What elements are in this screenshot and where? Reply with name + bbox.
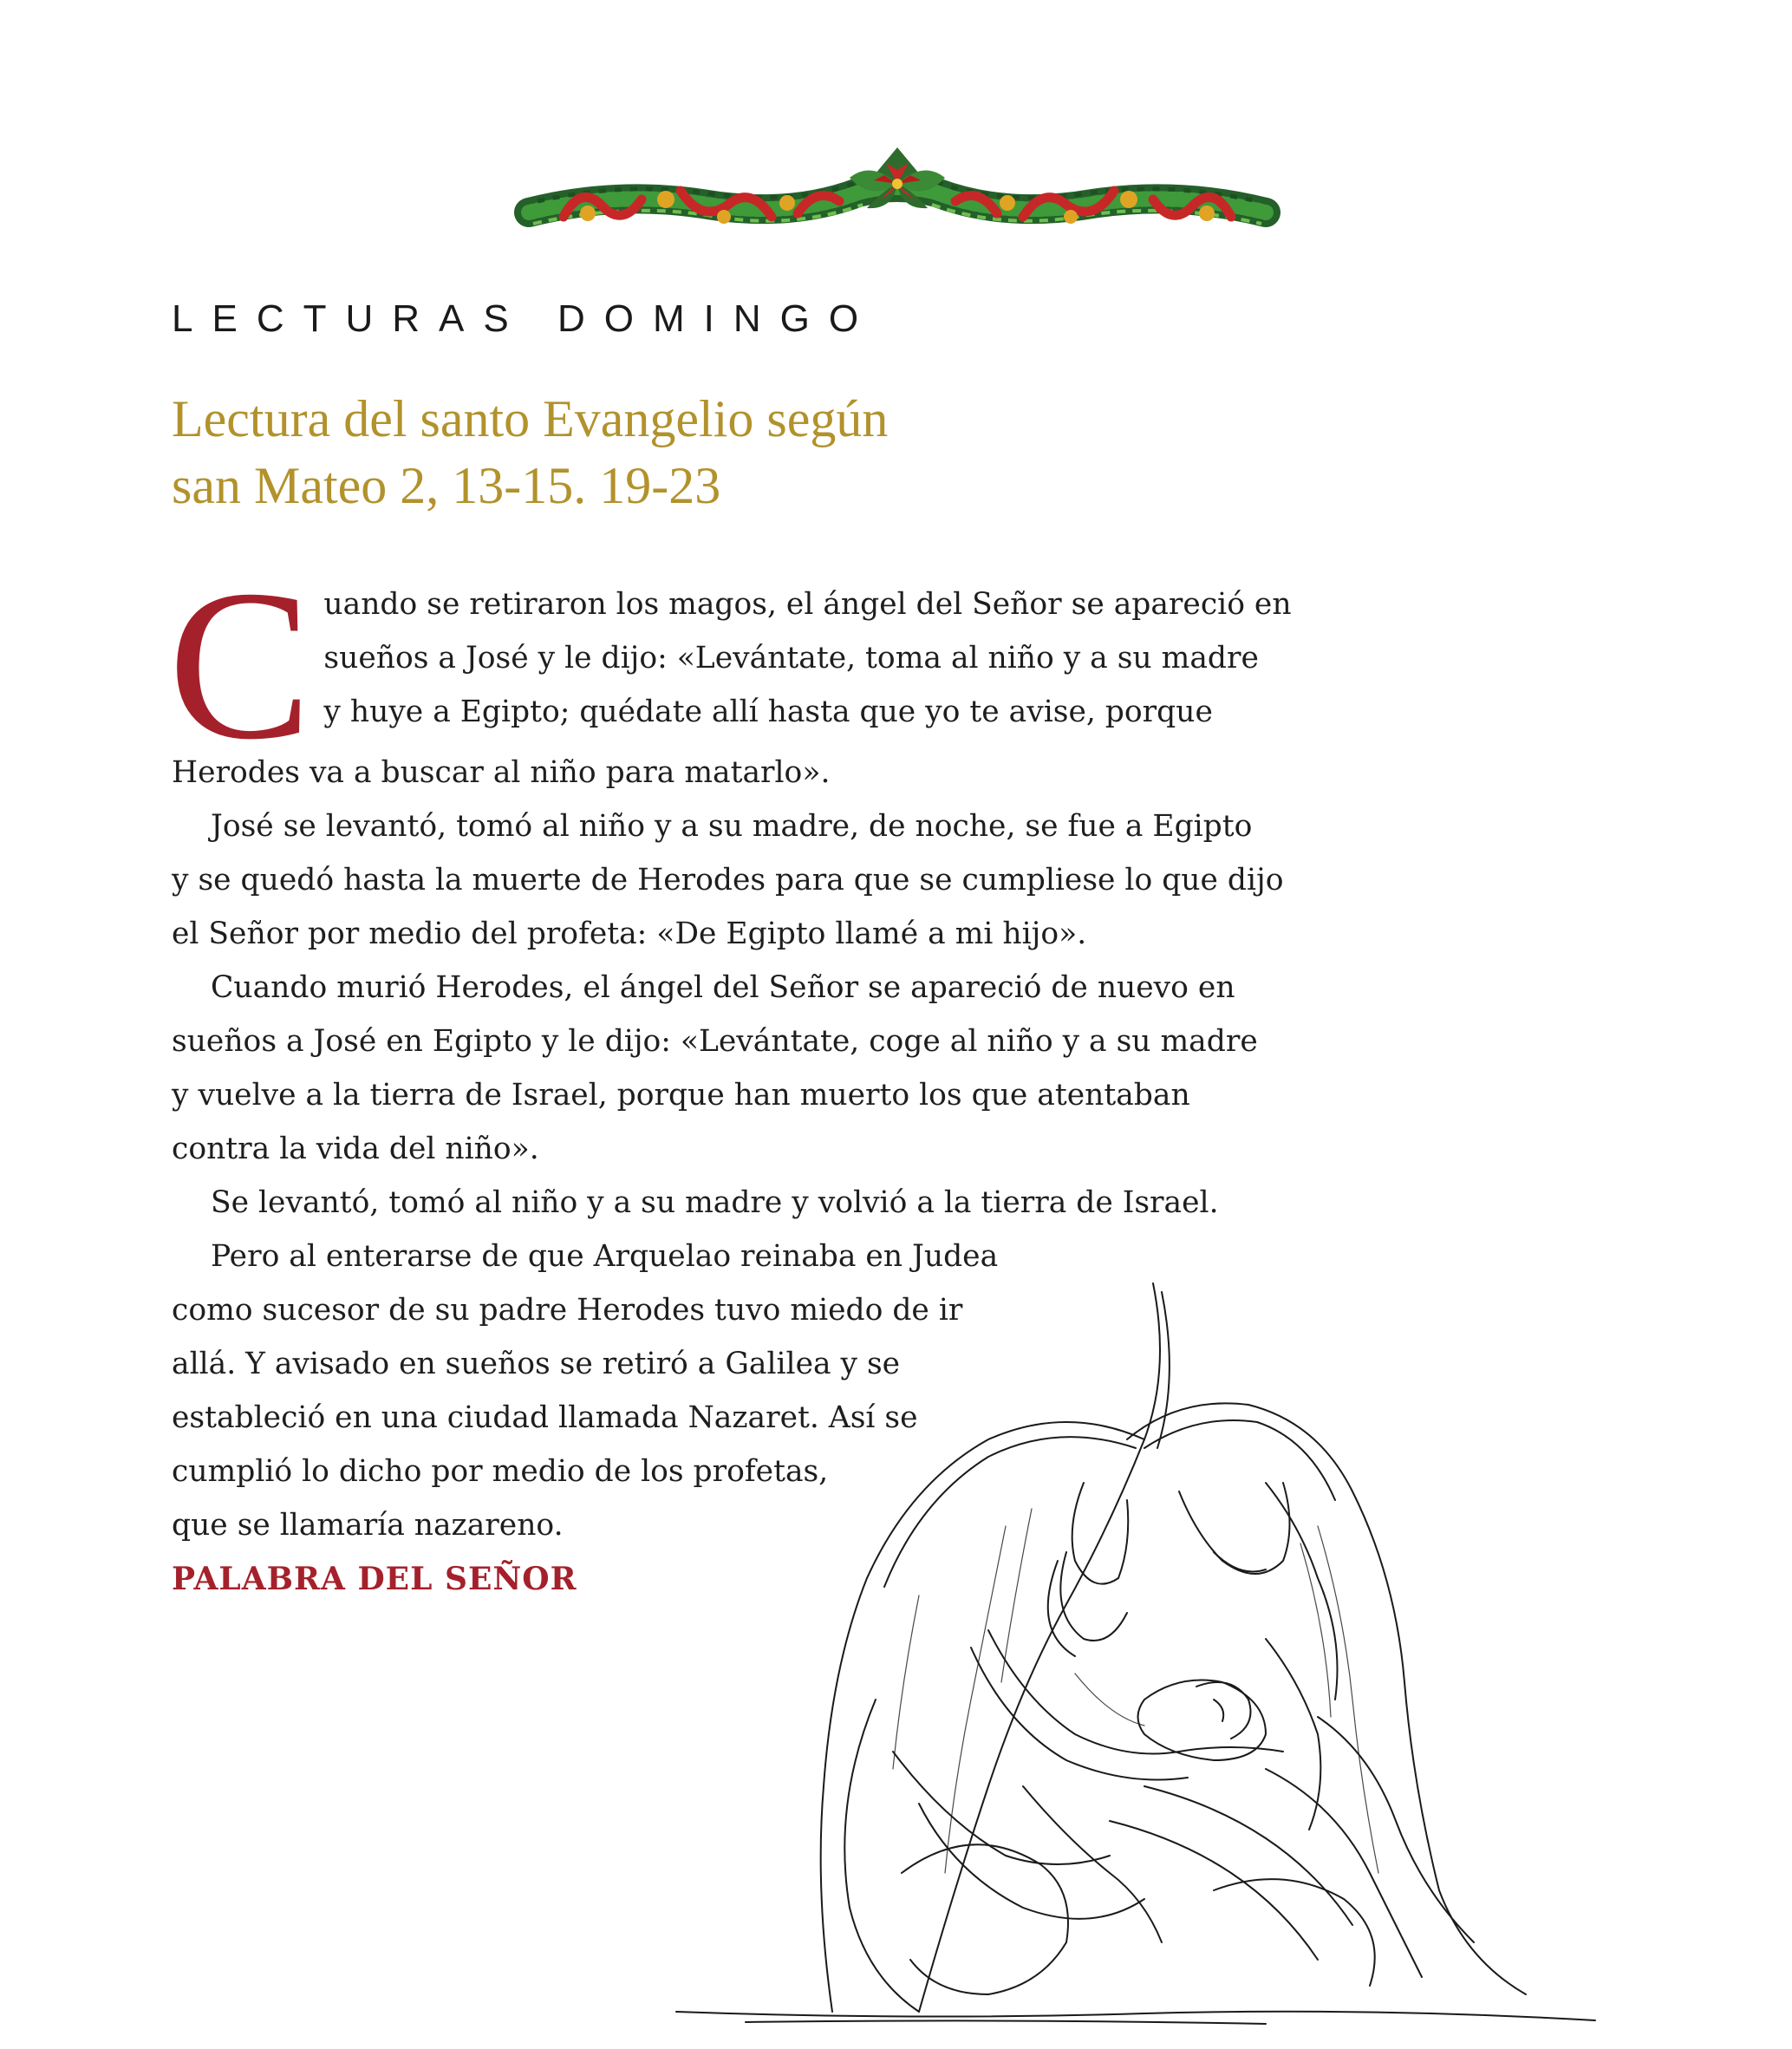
reading-line: estableció en una ciudad llamada Nazaret. Así se <box>172 1400 918 1435</box>
title-line-2: san Mateo 2, 13-15. 19-23 <box>172 457 721 514</box>
reading-line: José se levantó, tomó al niño y a su madre, de noche, se fue a Egipto <box>211 809 1253 844</box>
reading-line: uando se retiraron los magos, el ángel del Señor se apareció en <box>323 587 1292 622</box>
reading-line: Herodes va a buscar al niño para matarlo». <box>172 755 831 790</box>
reading-line: que se llamaría nazareno. <box>172 1508 564 1543</box>
reading-line: sueños a José y le dijo: «Levántate, toma al niño y a su madre <box>323 641 1259 675</box>
reading-line: contra la vida del niño». <box>172 1132 539 1166</box>
drop-cap: C <box>168 545 312 784</box>
title-line-1: Lectura del santo Evangelio según <box>172 390 889 447</box>
reading-line: y vuelve a la tierra de Israel, porque han muerto los que atentaban <box>172 1078 1190 1113</box>
reading-line: y huye a Egipto; quédate allí hasta que yo te avise, porque <box>323 695 1213 729</box>
reading-line: y se quedó hasta la muerte de Herodes para que se cumpliese lo que dijo <box>172 863 1284 897</box>
reading-line: cumplió lo dicho por medio de los profetas, <box>172 1454 829 1489</box>
section-label: LECTURAS DOMINGO <box>172 297 878 340</box>
closing-acclamation: PALABRA DEL SEÑOR <box>172 1561 577 1597</box>
reading-line: como sucesor de su padre Herodes tuvo miedo de ir <box>172 1293 963 1328</box>
christmas-garland-icon <box>512 130 1283 251</box>
reading-line: Se levantó, tomó al niño y a su madre y volvió a la tierra de Israel. <box>211 1185 1219 1220</box>
reading-line: Cuando murió Herodes, el ángel del Señor se apareció de nuevo en <box>211 970 1235 1005</box>
reading-line: el Señor por medio del profeta: «De Egipto llamé a mi hijo». <box>172 917 1087 951</box>
holy-family-sketch-icon <box>659 1266 1613 2029</box>
reading-line: allá. Y avisado en sueños se retiró a Galilea y se <box>172 1347 901 1381</box>
reading-line: sueños a José en Egipto y le dijo: «Levántate, coge al niño y a su madre <box>172 1024 1258 1059</box>
page-title <box>172 386 1299 519</box>
reading-line: Pero al enterarse de que Arquelao reinaba en Judea <box>211 1239 999 1274</box>
